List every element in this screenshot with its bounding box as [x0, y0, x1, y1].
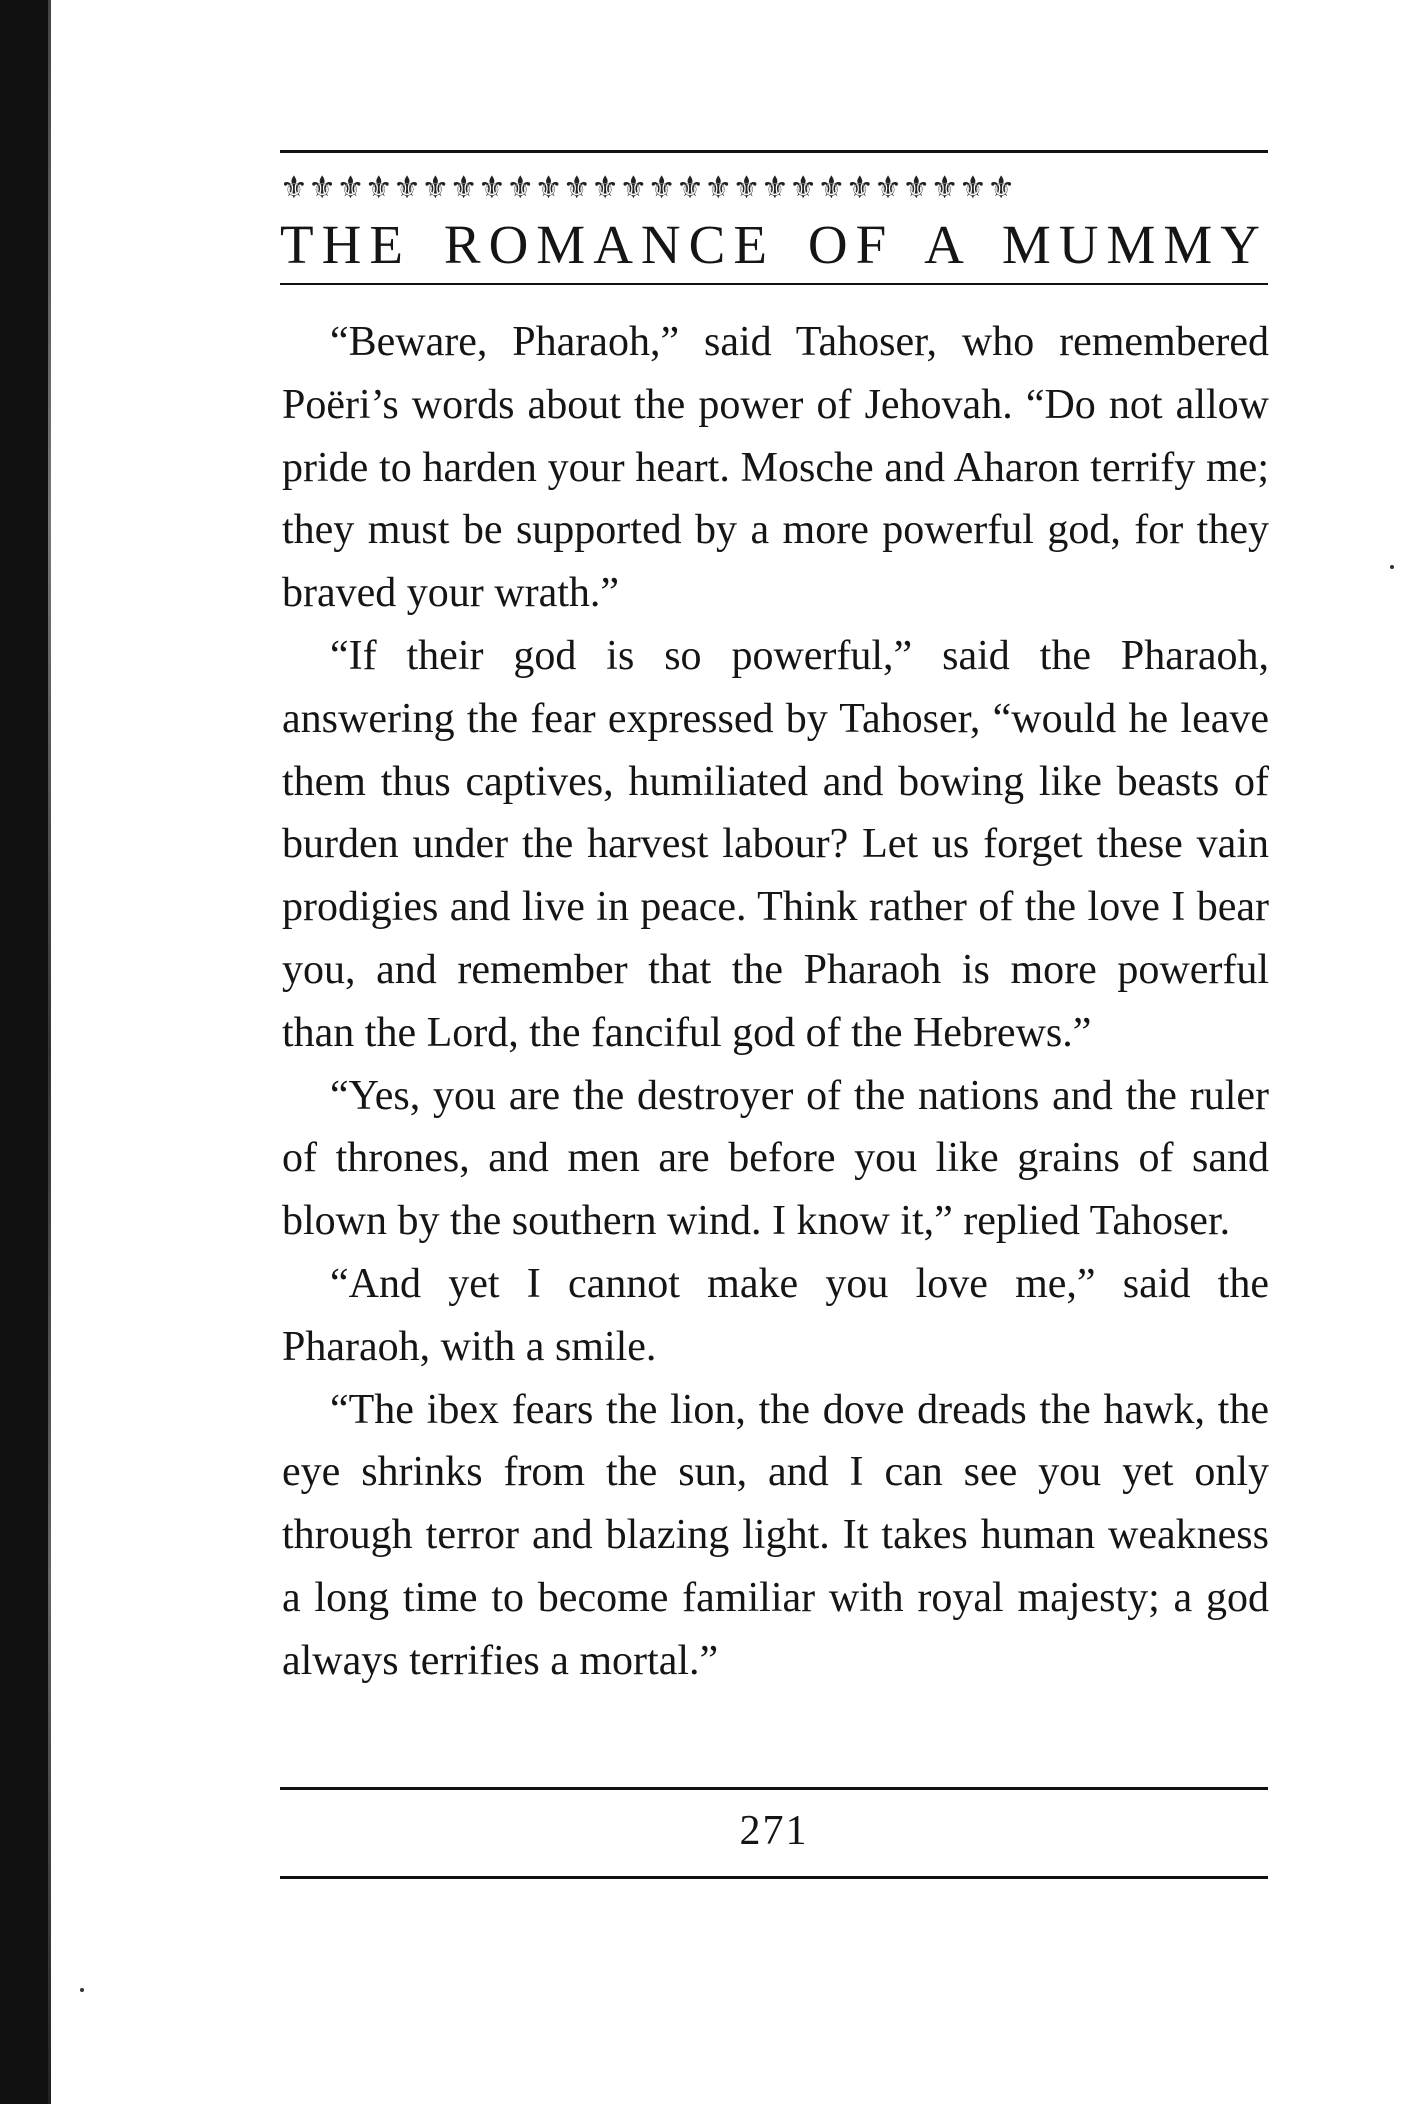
page-body	[282, 311, 1269, 1693]
footer-top-rule	[280, 1787, 1268, 1790]
scan-binding-edge	[0, 0, 48, 2104]
paragraph-2: “If their god is so powerful,” said the Pharaoh, answering the fear expressed by Tahoser, “would he leave them thus captives, humiliated and bowing like beasts of burden under the harvest labour? Let us forget these vain prodigies and live in peace. Think rather of the love I bear you, and remember that the Pharaoh is more powerful than the Lord, the fanciful god of the Hebrews.”	[282, 632, 1269, 1056]
paragraph-5: “The ibex fears the lion, the dove dreads the hawk, the eye shrinks from the sun, and I can see you yet only through terror and blazing light. It takes human weakness a long time to become familiar with royal majesty; a god always terrifies a mortal.”	[282, 1386, 1269, 1684]
header-bottom-rule	[280, 283, 1268, 285]
paragraph-1: “Beware, Pharaoh,” said Tahoser, who remembered Poëri’s words about the power of Jehovah. “Do not allow pride to harden your heart. Mosche and Aharon terrify me; they must be supported by a more powerful god, for they braved your wrath.”	[282, 319, 1269, 617]
running-title: THE ROMANCE OF A MUMMY	[280, 214, 1268, 275]
scan-speck	[1390, 565, 1394, 569]
scan-speck	[80, 1988, 84, 1992]
header-top-rule	[280, 150, 1268, 153]
page-footer	[280, 1787, 1268, 1879]
paragraph-3: “Yes, you are the destroyer of the nations and the ruler of thrones, and men are before you like grains of sand blown by the southern wind. I know it,” replied Tahoser.	[282, 1072, 1269, 1245]
running-header	[280, 150, 1268, 285]
paragraph-4: “And yet I cannot make you love me,” said the Pharaoh, with a smile.	[282, 1260, 1269, 1370]
decorative-ornament-row: ⚜⚜⚜⚜⚜⚜⚜⚜⚜⚜⚜⚜⚜⚜⚜⚜⚜⚜⚜⚜⚜⚜⚜⚜⚜⚜	[280, 170, 1016, 206]
page-number: 271	[739, 1808, 809, 1854]
footer-bottom-rule	[280, 1876, 1268, 1879]
